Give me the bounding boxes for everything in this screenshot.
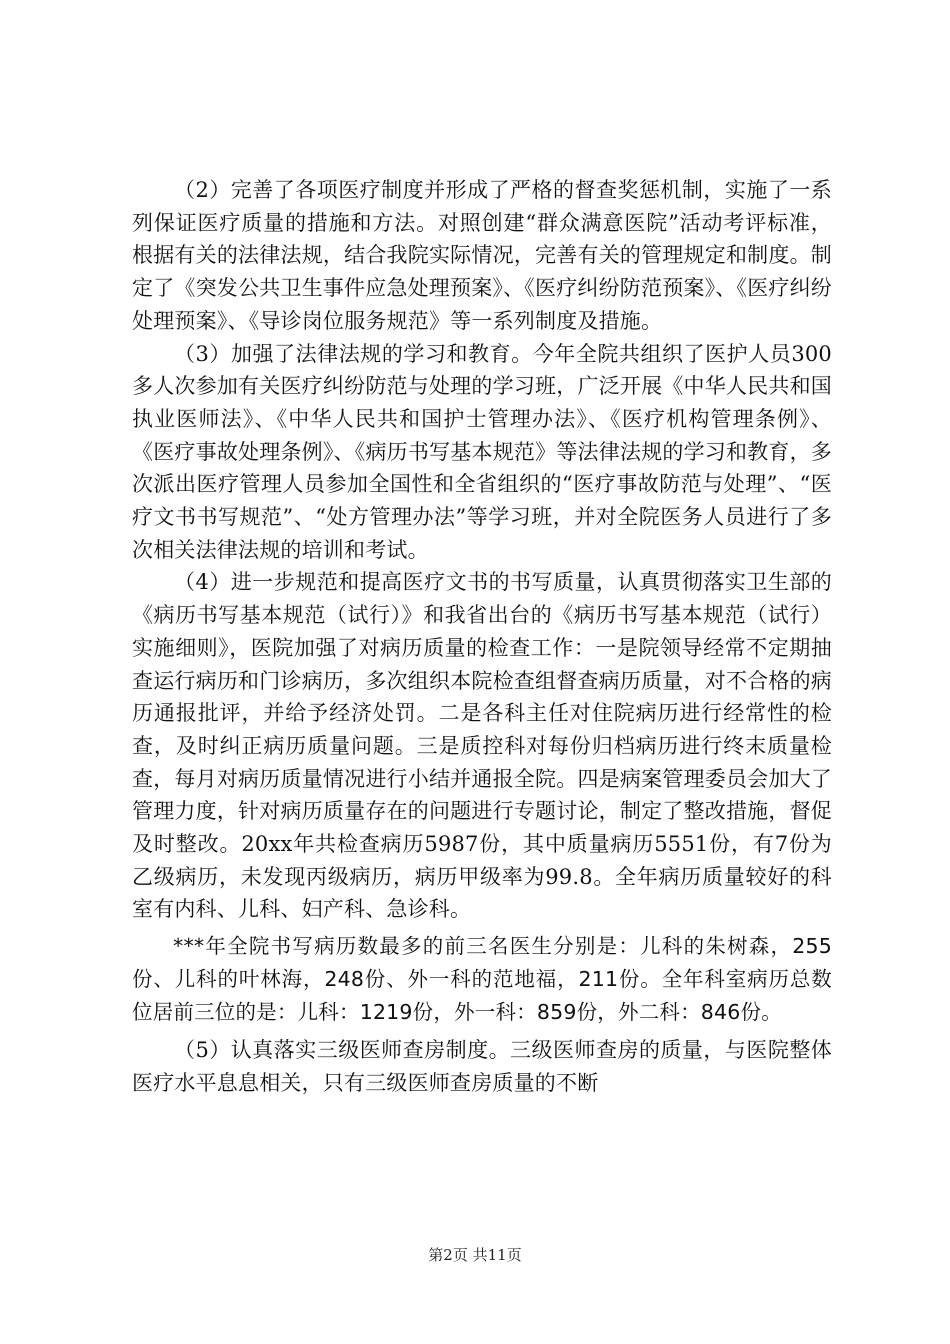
paragraph-5: （5）认真落实三级医师查房制度。三级医师查房的质量，与医院整体医疗水平息息相关，只有三级医师查房质量的不断 (132, 1038, 832, 1095)
page-footer: 第2页 共11页 (428, 1246, 522, 1264)
paragraph-4: （4）进一步规范和提高医疗文书的书写质量，认真贯彻落实卫生部的《病历书写基本规范（试行）》和我省出台的《病历书写基本规范（试行）实施细则》，医院加强了对病历质量的检查工作：一是院领导经常不定期抽查运行病历和门诊病历，多次组织本院检查组督查病历质量，对不合格的病历通报批评，并给予经济处罚。二是各科主任对住院病历进行经常性的检查，及时纠正病历质量问题。三是质控科对每份归档病历进行终末质量检查，每月对病历质量情况进行小结并通报全院。四是病案管理委员会加大了管理力度，针对病历质量存在的问题进行专题讨论，制定了整改措施，督促及时整改。20xx年共检查病历5987份，其中质量病历5551份，有7份为乙级病历，未发现丙级病历，病历甲级率为99.8。全年病历质量较好的科室有内科、儿科、妇产科、急诊科。 (132, 570, 832, 922)
paragraph-3: （3）加强了法律法规的学习和教育。今年全院共组织了医护人员300多人次参加有关医疗纠纷防范与处理的学习班，广泛开展《中华人民共和国执业医师法》、《中华人民共和国护士管理办法》、《医疗机构管理条例》、《医疗事故处理条例》、《病历书写基本规范》等法律法规的学习和教育，多次派出医疗管理人员参加全国性和全省组织的“医疗事故防范与处理”、“医疗文书书写规范”、“处方管理办法”等学习班，并对全院医务人员进行了多次相关法律法规的培训和考试。 (132, 341, 832, 562)
document-body (132, 174, 832, 1100)
paragraph-2: （2）完善了各项医疗制度并形成了严格的督查奖惩机制，实施了一系列保证医疗质量的措施和方法。对照创建“群众满意医院”活动考评标准，根据有关的法律法规，结合我院实际情况，完善有关的管理规定和制度。制定了《突发公共卫生事件应急处理预案》、《医疗纠纷防范预案》、《医疗纠纷处理预案》、《导诊岗位服务规范》等一系列制度及措施。 (132, 178, 832, 333)
paragraph-top-doctors: ***年全院书写病历数最多的前三名医生分别是：儿科的朱树森，255份、儿科的叶林海，248份、外一科的范地福，211份。全年科室病历总数位居前三位的是：儿科：1219份，外一科：859份，外二科：846份。 (132, 934, 832, 1024)
